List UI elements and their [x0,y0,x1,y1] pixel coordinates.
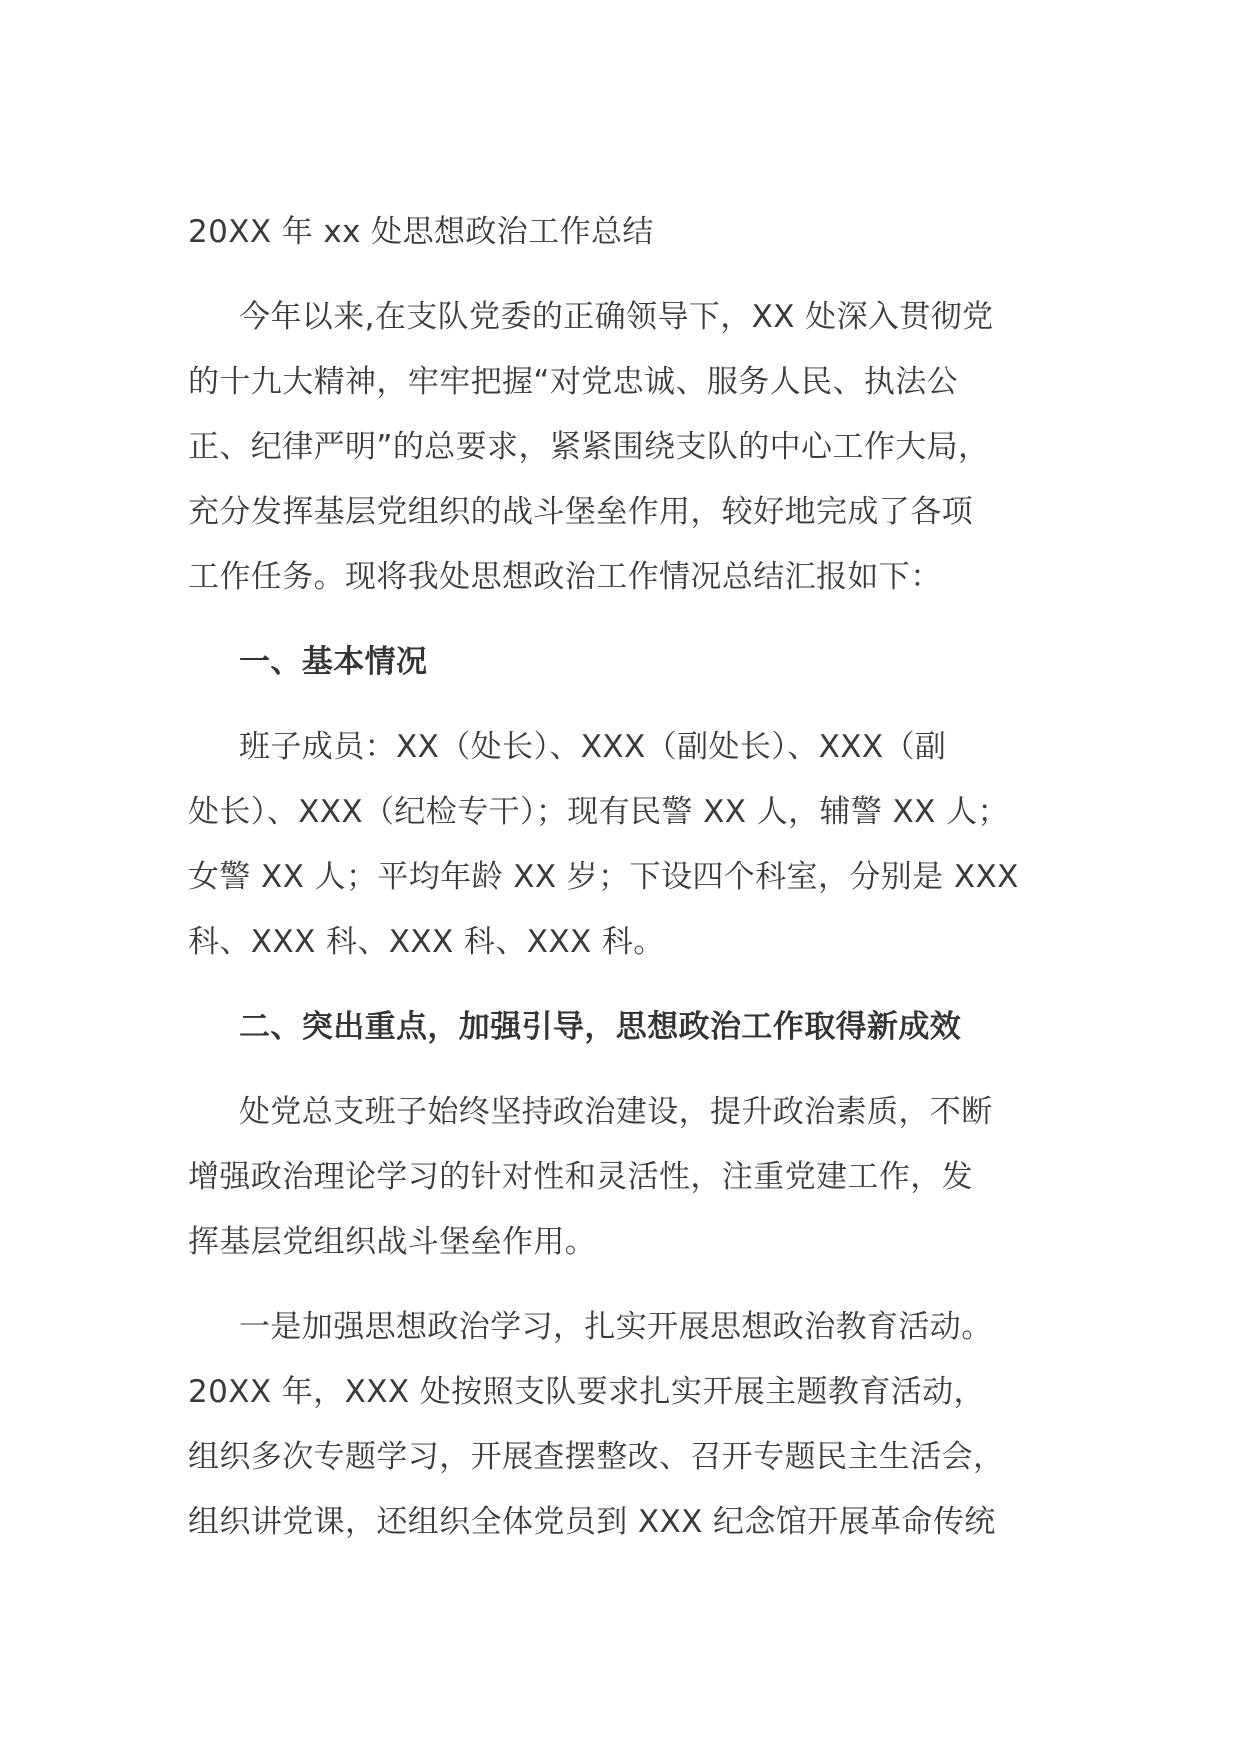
spacer [188,610,1068,630]
paragraph-line: 工作任务。现将我处思想政治工作情况总结汇报如下： [188,559,942,595]
spacer [188,975,1068,995]
spacer [188,695,1068,715]
intro-paragraph [188,285,1068,610]
document-title: 20XX 年 xx 处思想政治工作总结 [188,214,654,250]
section-heading-key-points: 二、突出重点，加强引导，思想政治工作取得新成效 [239,1009,962,1045]
paragraph-line: 正、纪律严明”的总要求，紧紧围绕支队的中心工作大局， [188,429,990,465]
paragraph-line: 挥基层党组织战斗堡垒作用。 [188,1224,597,1260]
basic-info-paragraph [188,715,1068,975]
key-points-paragraph-2 [188,1295,1068,1555]
paragraph-line: 20XX 年，XXX 处按照支队要求扎实开展主题教育活动， [188,1374,985,1410]
spacer [188,1060,1068,1080]
paragraph-line: 一是加强思想政治学习，扎实开展思想政治教育活动。 [239,1309,993,1345]
spacer [188,265,1068,285]
paragraph-line: 组织多次专题学习，开展查摆整改、召开专题民主生活会， [188,1439,1005,1475]
key-points-paragraph-1 [188,1080,1068,1275]
paragraph-line: 女警 XX 人；平均年龄 XX 岁；下设四个科室，分别是 XXX [188,859,1019,895]
paragraph-line: 处长）、XXX（纪检专干）；现有民警 XX 人，辅警 XX 人； [188,794,1009,830]
paragraph-line: 组织讲党课，还组织全体党员到 XXX 纪念馆开展革命传统 [188,1504,996,1540]
document-body [188,200,1068,1555]
section-heading-basic-info: 一、基本情况 [239,644,428,680]
paragraph-line: 的十九大精神，牢牢把握“对党忠诚、服务人民、执法公 [188,364,959,400]
paragraph-line: 处党总支班子始终坚持政治建设，提升政治素质，不断 [239,1094,993,1130]
paragraph-line: 今年以来,在支队党委的正确领导下，XX 处深入贯彻党 [239,299,994,335]
spacer [188,1275,1068,1295]
paragraph-line: 充分发挥基层党组织的战斗堡垒作用，较好地完成了各项 [188,494,973,530]
paragraph-line: 科、XXX 科、XXX 科、XXX 科。 [188,924,665,960]
paragraph-line: 班子成员：XX（处长）、XXX（副处长）、XXX（副 [239,729,947,765]
paragraph-line: 增强政治理论学习的针对性和灵活性，注重党建工作，发 [188,1159,973,1195]
